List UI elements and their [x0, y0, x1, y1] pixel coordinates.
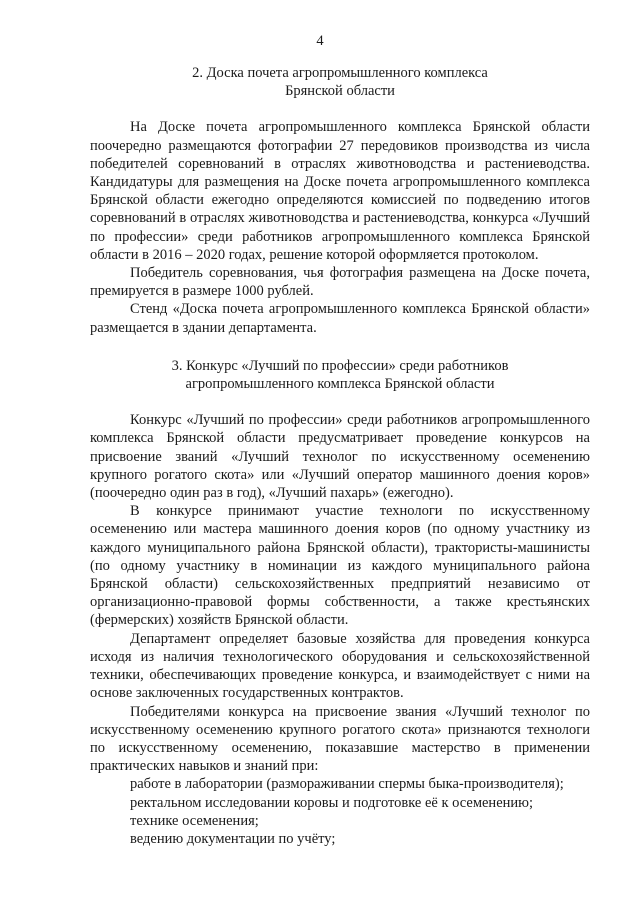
section-2-paragraph: Стенд «Доска почета агропромышленного комплекса Брянской области» размещается в здании департамента.	[90, 301, 590, 336]
list-item: технике осеменения;	[130, 812, 259, 829]
section-2-paragraph: Победитель соревнования, чья фотография размещена на Доске почета, премируется в размере 1000 рублей.	[90, 265, 590, 300]
list-item: работе в лаборатории (размораживании спермы быка-производителя);	[130, 776, 564, 793]
section-2-heading-line: Брянской области	[285, 83, 395, 100]
page-number: 4	[316, 33, 324, 49]
document-body	[90, 64, 590, 848]
section-3-paragraph: Конкурс «Лучший по профессии» среди работников агропромышленного комплекса Брянской области предусматривает проведение конкурсов на присвоение званий «Лучший технолог по искусственному осеменению крупного рогатого скота» или «Лучший оператор машинного доения коров» (поочередно один раз в год), «Лучший пахарь» (ежегодно).	[90, 412, 590, 502]
section-3-paragraph: В конкурсе принимают участие технологи по искусственному осеменению или мастера машинного доения коров (по одному участнику из каждого муниципального района Брянской области), трактористы-машинисты (по одному участнику в номинации из каждого муниципального района Брянской области) сельскохозяйственных предприятий независимо от организационно-правовой формы собственности, а также крестьянских (фермерских) хозяйств Брянской области.	[90, 503, 590, 629]
list-item: ведению документации по учёту;	[130, 830, 336, 847]
section-3-paragraph: Департамент определяет базовые хозяйства для проведения конкурса исходя из наличия технологического оборудования и сельскохозяйственной техники, обеспечивающих проведение конкурса, и взаимодействует с ними на основе заключенных государственных контрактов.	[90, 630, 590, 702]
section-3-heading-line: 3. Конкурс «Лучший по профессии» среди работников	[171, 357, 509, 374]
section-3-heading	[90, 357, 590, 393]
section-2-paragraph: На Доске почета агропромышленного комплекса Брянской области поочередно размещаются фотографии 27 передовиков производства из числа победителей соревнований в отраслях животноводства и растениеводства. Кандидатуры для размещения на Доске почета агропромышленного комплекса Брянской области ежегодно определяются комиссией по подведению итогов соревнований в отраслях животноводства и растениеводства, конкурса «Лучший по профессии» среди работников агропромышленного комплекса Брянской области в 2016 – 2020 годах, решение которой оформляется протоколом.	[90, 119, 590, 263]
section-2-heading	[90, 64, 590, 100]
section-3-paragraph: Победителями конкурса на присвоение звания «Лучший технолог по искусственному осеменению крупного рогатого скота» признаются технологи по искусственному осеменению, показавшие мастерство в применении практических навыков и знаний при:	[90, 703, 590, 775]
list-item: ректальном исследовании коровы и подготовке её к осеменению;	[130, 794, 534, 811]
section-2-heading-line: 2. Доска почета агропромышленного комплекса	[192, 65, 488, 81]
section-3-heading-line: агропромышленного комплекса Брянской области	[185, 376, 495, 393]
